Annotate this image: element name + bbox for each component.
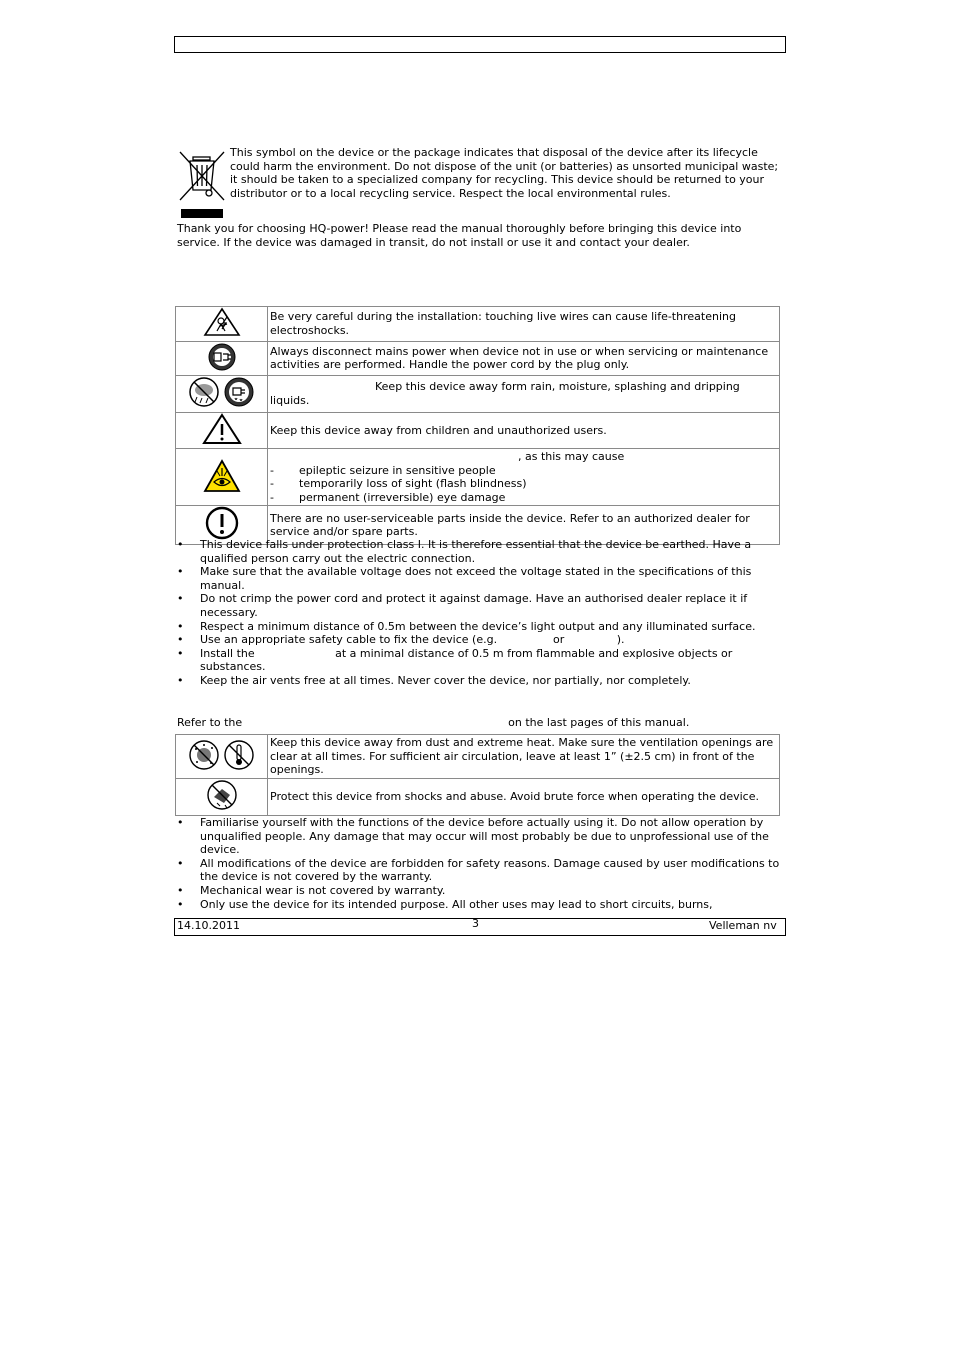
weee-bar xyxy=(181,209,223,218)
icon-cell xyxy=(176,376,268,413)
list-item: • Do not crimp the power cord and protect it against damage. Have an authorised dealer replace it if necessary. xyxy=(177,592,748,619)
list-item: - temporarily loss of sight (flash blindness) xyxy=(270,477,527,491)
intro-text: Thank you for choosing HQ-power! Please read the manual thoroughly before bringing this device into service. If the device was damaged in transit, do not install or use it and contact your dealer. xyxy=(177,222,742,249)
eye-hazard-icon xyxy=(203,459,241,493)
row-text: Always disconnect mains power when device not in use or when servicing or maintenance activities are performed. Handle the power cord by the plug only. xyxy=(268,341,780,376)
row-text xyxy=(268,376,780,413)
row-text: Protect this device from shocks and abuse. Avoid brute force when operating the device. xyxy=(268,779,780,816)
icon-cell xyxy=(176,341,268,376)
list-item: • Familiarise yourself with the functions of the device before actually using it. Do not allow operation by unqualified people. Any damage that may occur will most probably be due to unprofessional use of the device. xyxy=(177,816,769,857)
safety-list xyxy=(177,538,781,688)
list-item: - permanent (irreversible) eye damage xyxy=(270,490,506,504)
list-item: • Keep the air vents free at all times. Never cover the device, nor partially, nor completely. xyxy=(177,673,691,687)
icon-cell xyxy=(176,307,268,342)
list-item: • This device falls under protection class I. It is therefore essential that the device be earthed. Have a qualified person carry out the electric connection. xyxy=(177,538,752,565)
refer-text: Refer to the on the last pages of this manual. xyxy=(177,716,690,729)
row-text: Keep this device away from dust and extreme heat. Make sure the ventilation openings are clear at all times. For sufficient air circulation, leave at least 1” (±2.5 cm) in front of the openings. xyxy=(268,735,780,779)
table-row xyxy=(176,341,780,376)
footer-brand: Velleman nv xyxy=(709,919,777,932)
list-item: • All modifications of the device are forbidden for safety reasons. Damage caused by user modifications to the device is not covered by the warranty. xyxy=(177,856,780,884)
row-text-rain: Keep this device away form rain, moisture, splashing and dripping liquids. xyxy=(270,380,740,407)
row-text-flash: , as this may cause xyxy=(518,450,625,464)
table-row xyxy=(176,779,780,816)
row-text: There are no user-serviceable parts inside the device. Refer to an authorized dealer for service and/or spare parts. xyxy=(268,506,780,545)
list-item: • Respect a minimum distance of 0.5m between the device’s light output and any illuminated surface. xyxy=(177,619,756,633)
hazard-list xyxy=(270,464,776,505)
list-item: - epileptic seizure in sensitive people xyxy=(270,463,496,477)
list-item: • Use an appropriate safety cable to fix the device (e.g. or ). xyxy=(177,633,625,647)
table-row xyxy=(176,376,780,413)
safety-table xyxy=(175,306,780,545)
electric-shock-warning-icon xyxy=(203,307,241,337)
icon-cell xyxy=(176,449,268,506)
footer-box xyxy=(174,918,786,936)
list-item: • Mechanical wear is not covered by warranty. xyxy=(177,883,446,897)
icon-cell xyxy=(176,412,268,449)
table-row xyxy=(176,449,780,506)
guidelines-table xyxy=(175,734,780,816)
unplug-icon xyxy=(206,342,238,372)
table-row xyxy=(176,307,780,342)
crossed-bin-icon xyxy=(178,150,226,202)
no-dust-heat-icon xyxy=(188,738,256,772)
general-warning-icon xyxy=(202,413,242,445)
no-rain-icon xyxy=(187,376,257,408)
page-number: 3 xyxy=(472,917,479,930)
no-shock-icon xyxy=(205,779,239,811)
list-item: • Make sure that the available voltage does not exceed the voltage stated in the specifications of this manual. xyxy=(177,565,752,592)
row-text xyxy=(268,449,780,506)
table-row xyxy=(176,735,780,779)
list-item: • Only use the device for its intended purpose. All other uses may lead to short circuits, burns, xyxy=(177,897,713,911)
table-row xyxy=(176,412,780,449)
header-box xyxy=(174,36,786,53)
list-item: • Install the at a minimal distance of 0.5 m from flammable and explosive objects or substances. xyxy=(177,646,736,674)
footer-date: 14.10.2011 xyxy=(177,919,240,932)
weee-text: This symbol on the device or the package indicates that disposal of the device after its lifecycle could harm the environment. Do not dispose of the unit (or batteries) as unsorted municipal waste; it should be taken to a specialized company for recycling. This device should be returned to your distributor or to a local recycling service. Respect the local environmental rules. xyxy=(230,146,779,200)
icon-cell xyxy=(176,779,268,816)
row-text: Be very careful during the installation: touching live wires can cause life-threatening electroshocks. xyxy=(268,307,780,342)
exclamation-circle-icon xyxy=(204,506,240,540)
guidelines-list xyxy=(177,816,781,911)
row-text: Keep this device away from children and unauthorized users. xyxy=(268,412,780,449)
icon-cell xyxy=(176,735,268,779)
